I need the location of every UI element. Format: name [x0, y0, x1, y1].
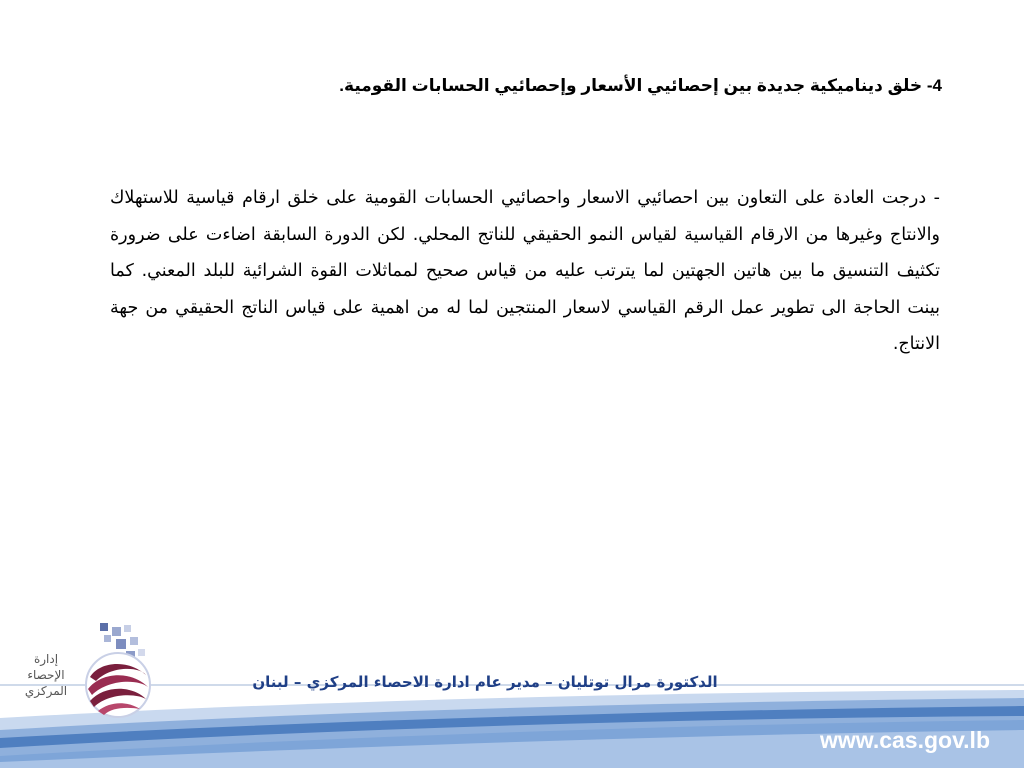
footer-credit-line: الدكتورة مرال توتليان – مدير عام ادارة الاحصاء المركزي – لبنان: [252, 673, 718, 691]
svg-text:إدارة: إدارة: [33, 652, 59, 666]
slide-paragraph: - درجت العادة على التعاون بين احصائيي الاسعار واحصائيي الحسابات القومية على خلق ارقام قياسية للاستهلاك والانتاج وغيرها من الارقام القياسية لقياس النمو الحقيقي للناتج المحلي. لكن الدورة السابقة اضاءت على ضرورة تكثيف التنسيق ما بين هاتين الجهتين لما يترتب عليه من قياس صحيح لمماثلات القوة الشرائية للبلد المعني. كما بينت الحاجة الى تطوير عمل الرقم القياسي لاسعار المنتجين لما له من اهمية على قياس الناتج الحقيقي من جهة الانتاج.: [110, 188, 940, 354]
svg-text:الإحصاء: الإحصاء: [27, 668, 65, 682]
cas-logo-icon: [0, 615, 160, 725]
footer-website-url[interactable]: www.cas.gov.lb: [820, 727, 990, 753]
svg-text:المركزي: المركزي: [24, 684, 68, 698]
slide-heading: 4- خلق ديناميكية جديدة بين إحصائيي الأسعار وإحصائيي الحسابات القومية.: [339, 76, 942, 95]
